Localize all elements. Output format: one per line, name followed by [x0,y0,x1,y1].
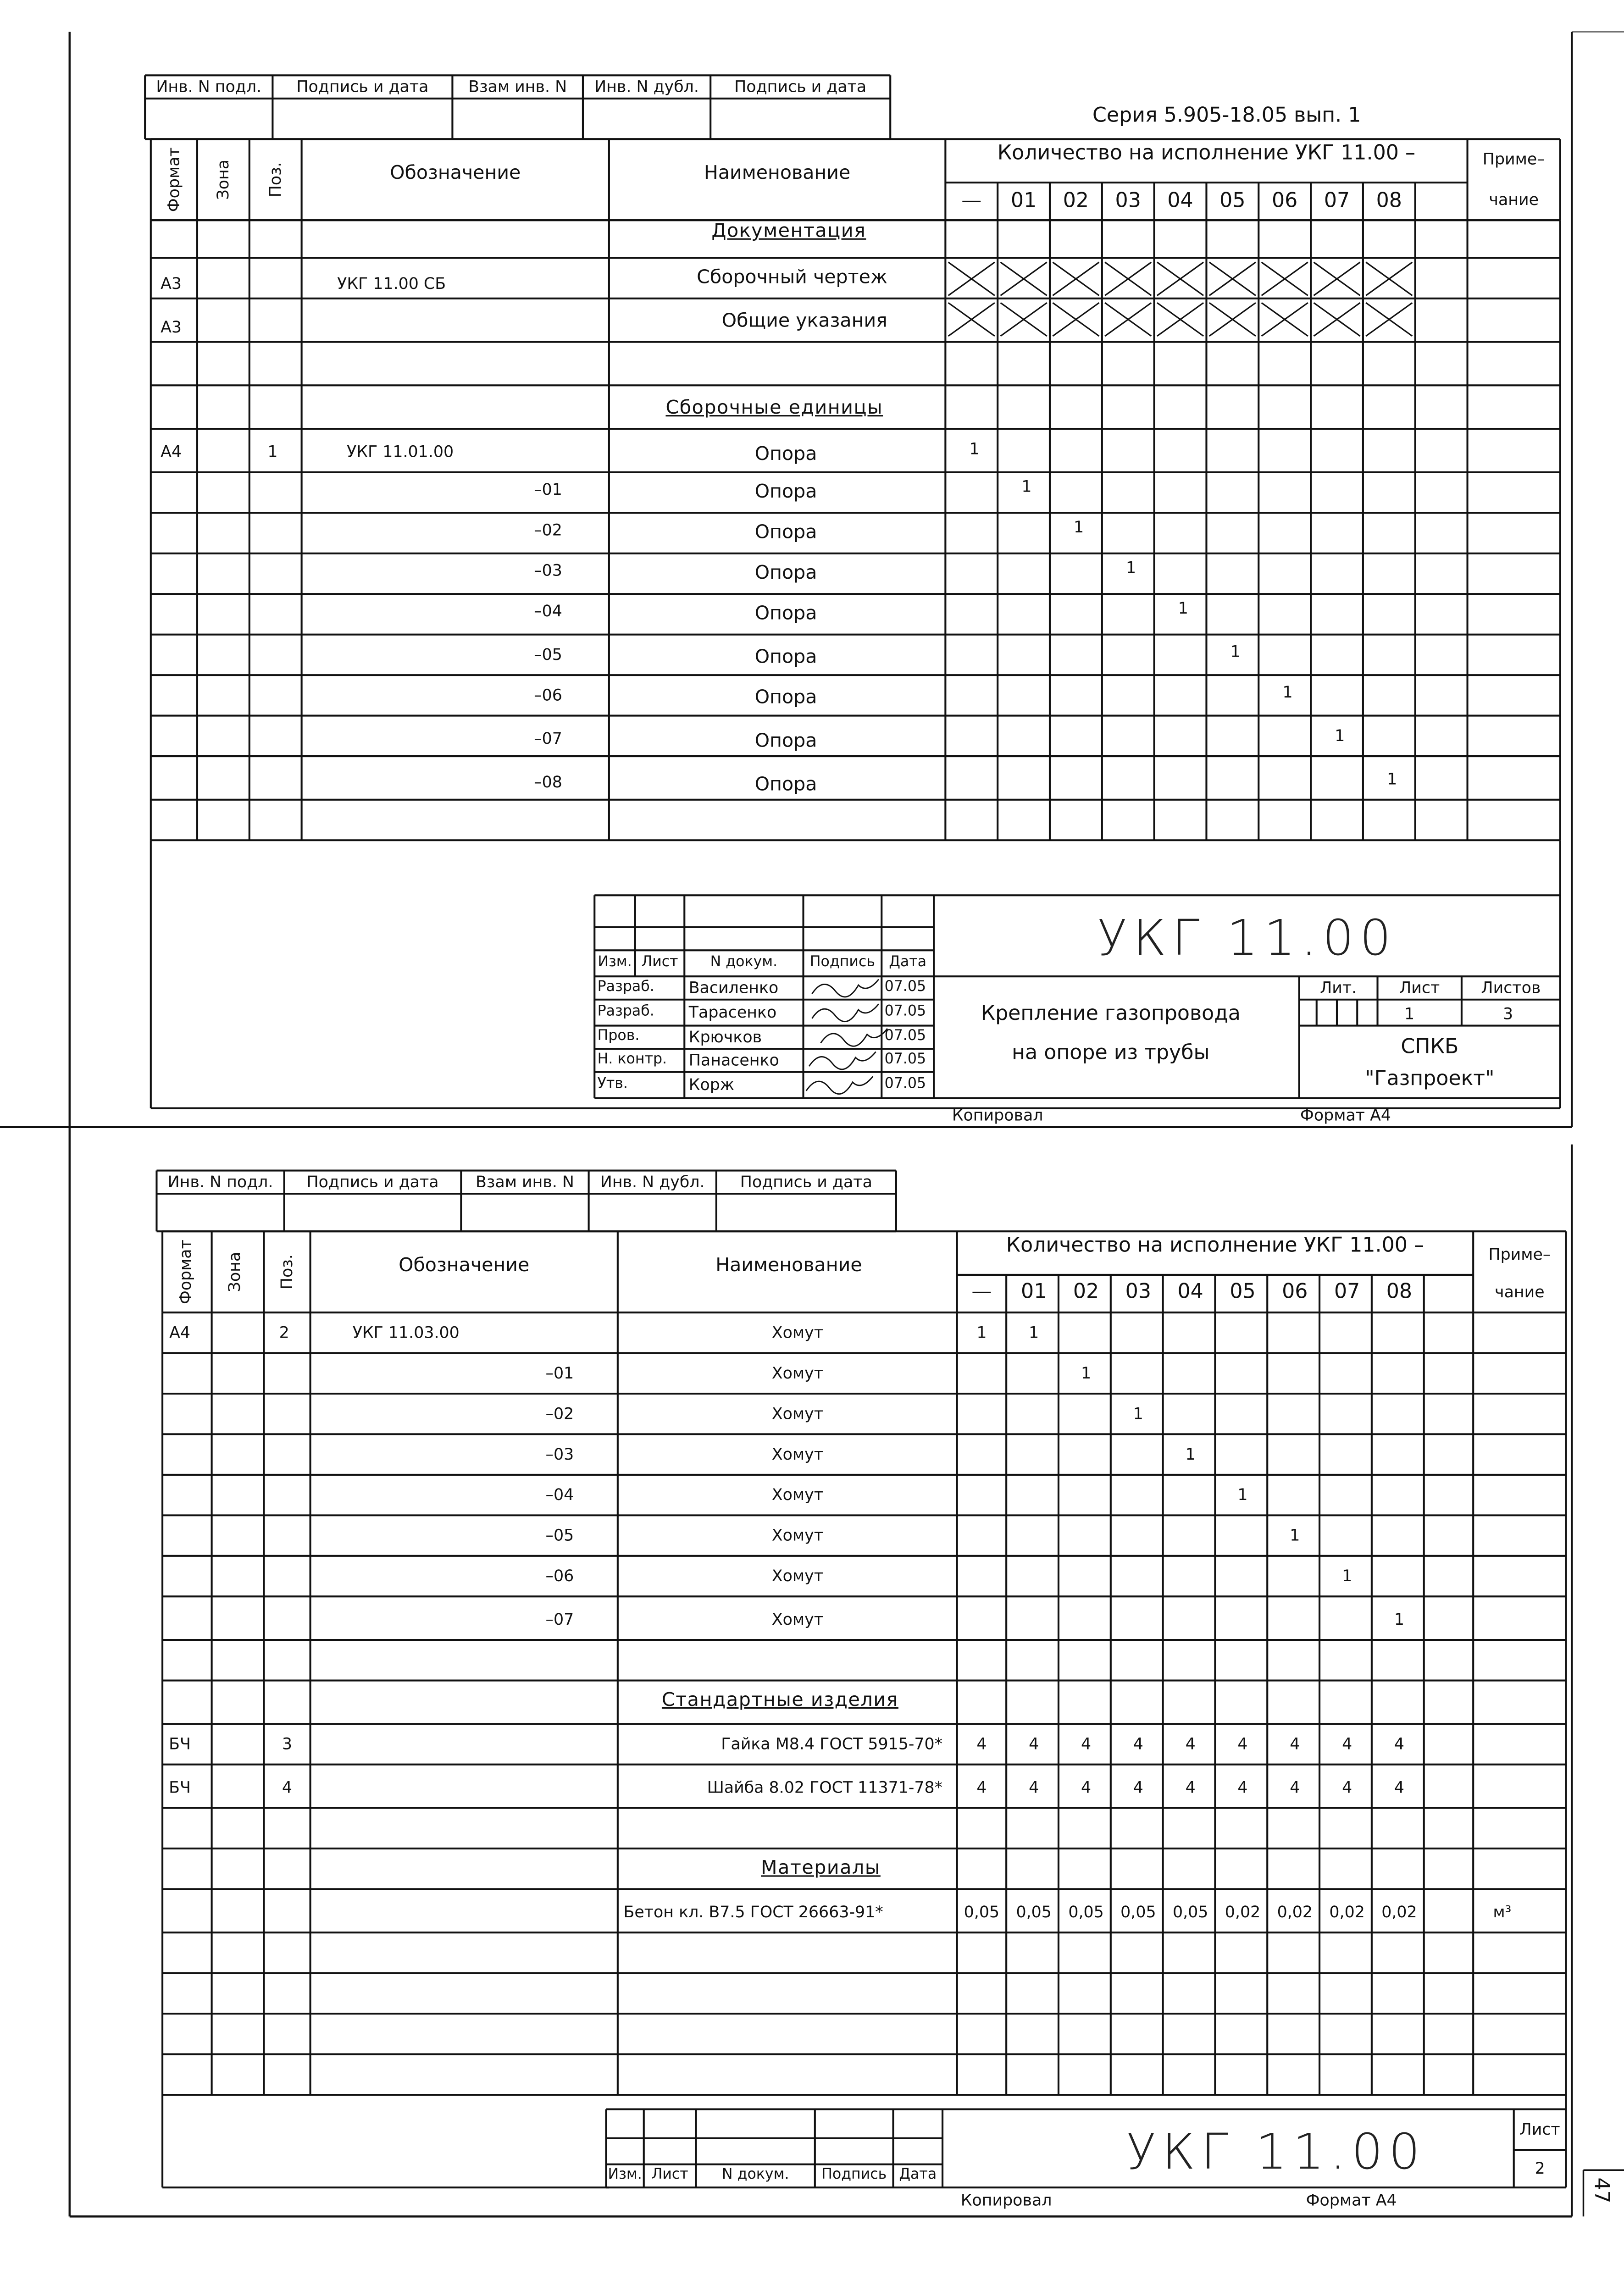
col-name: Наименование [704,163,851,185]
col-variant: 06 [1272,189,1298,213]
title-header: Лист [641,954,678,971]
row-suffix: –05 [545,1526,574,1545]
row-suffix: –03 [545,1445,574,1464]
row-qty: 1 [1133,1404,1143,1423]
row-qty: 4 [1394,1734,1405,1754]
row-format: БЧ [169,1778,191,1797]
page-number: 47 [1589,2177,1613,2203]
row-qty: 1 [1342,1566,1352,1586]
title-header: N докум. [710,954,778,971]
sheet-label: Лист [1519,2120,1560,2139]
signature-mark [809,1052,876,1069]
stamp-label: Взам инв. N [468,77,567,97]
col-format: Формат [164,147,183,212]
material-qty: 0,05 [1120,1903,1156,1922]
material-qty: 0,02 [1381,1903,1417,1922]
row-name: Опора [754,522,817,544]
row-name: Хомут [771,1445,823,1464]
material-qty: 0,02 [1225,1903,1261,1922]
col-zone: Зона [225,1251,244,1292]
material-unit: м³ [1493,1903,1512,1922]
row-qty: 1 [1394,1610,1405,1629]
row-qty: 1 [969,439,980,459]
sheet-number: 2 [1535,2159,1545,2178]
row-qty: 4 [1185,1778,1196,1797]
row-suffix: –08 [534,773,562,792]
col-variant: 04 [1167,189,1193,213]
signer-name: Крючков [688,1028,762,1047]
copied-label: Копировал [952,1106,1043,1125]
row-qty: 1 [1387,770,1397,789]
signer-name: Тарасенко [688,1003,777,1022]
row-name: Опора [754,444,817,466]
row-suffix: –05 [534,645,562,664]
row-qty: 4 [1029,1778,1039,1797]
row-qty: 4 [976,1734,987,1754]
row-name: Опора [754,687,817,709]
row-suffix: –01 [534,480,562,499]
signer-role: Разраб. [597,979,654,996]
format-label: Формат А4 [1306,2191,1397,2210]
col-pos: Поз. [266,162,285,198]
col-quantity: Количество на исполнение УКГ 11.00 – [997,142,1416,166]
signer-name: Корж [688,1075,735,1095]
org-line2: "Газпроект" [1365,1068,1495,1091]
row-qty: 1 [1237,1485,1248,1505]
row-suffix: –07 [545,1610,574,1629]
material-name: Бетон кл. В7.5 ГОСТ 26663-91* [623,1903,883,1922]
row-name: Гайка М8.4 ГОСТ 5915-70* [721,1734,943,1754]
stamp-label: Взам инв. N [476,1173,574,1192]
stamp-label: Подпись и дата [306,1173,439,1192]
row-qty: 1 [1185,1445,1196,1464]
col-variant: 02 [1063,189,1089,213]
col-variant: 01 [1010,189,1037,213]
row-name: Шайба 8.02 ГОСТ 11371-78* [707,1778,943,1797]
row-qty: 4 [1029,1734,1039,1754]
stamp-label: Подпись и дата [734,77,867,97]
series-label: Серия 5.905-18.05 вып. 1 [1092,104,1361,127]
section-assemblies: Сборочные единицы [665,398,883,420]
row-format: А4 [169,1323,191,1342]
stamp-label: Инв. N подл. [167,1173,273,1192]
title-header: N докум. [721,2167,789,2183]
material-qty: 0,05 [1172,1903,1208,1922]
row-suffix: –03 [534,561,562,581]
row-designation: УКГ 11.00 СБ [337,274,446,293]
row-designation: УКГ 11.03.00 [352,1323,460,1342]
row-qty: 1 [1230,642,1241,662]
row-name: Опора [754,647,817,669]
row-qty: 1 [1290,1526,1300,1545]
section-standard: Стандартные изделия [661,1690,898,1712]
row-name: Опора [754,774,817,796]
row-name: Хомут [771,1323,823,1342]
col-quantity: Количество на исполнение УКГ 11.00 – [1006,1234,1424,1258]
row-qty: 4 [976,1778,987,1797]
col-variant: 02 [1073,1280,1099,1304]
stamp-label: Подпись и дата [296,77,429,97]
material-qty: 0,05 [964,1903,1000,1922]
material-qty: 0,02 [1277,1903,1313,1922]
row-qty: 4 [1342,1778,1352,1797]
col-variant: 06 [1282,1280,1308,1304]
signer-date: 07.05 [884,1004,926,1020]
row-name: Хомут [771,1364,823,1383]
signer-role: Утв. [597,1076,628,1092]
material-qty: 0,05 [1016,1903,1052,1922]
signer-role: Н. контр. [597,1052,667,1068]
row-qty: 4 [1185,1734,1196,1754]
row-name: Опора [754,731,817,753]
row-name: Опора [754,563,817,585]
title-header: Изм. [608,2167,642,2183]
row-name: Сборочный чертеж [697,267,887,289]
stamp-label: Инв. N дубл. [600,1173,705,1192]
title-header: Дата [889,954,927,971]
row-qty: 1 [1081,1364,1092,1383]
row-suffix: –02 [534,520,562,540]
drawing-code: УКГ 11.00 [1126,2124,1426,2182]
col-pos: Поз. [277,1254,297,1290]
row-name: Хомут [771,1610,823,1629]
col-variant: 03 [1115,189,1141,213]
row-name: Хомут [771,1404,823,1423]
row-qty: 4 [1342,1734,1352,1754]
col-variant: 04 [1177,1280,1203,1304]
signer-name: Василенко [688,978,779,998]
col-variant: 08 [1386,1280,1413,1304]
row-qty: 4 [1081,1778,1092,1797]
row-qty: 1 [1021,477,1032,496]
sheets-total: 3 [1503,1004,1513,1024]
row-qty: 1 [1335,726,1345,746]
row-format: А4 [161,443,182,462]
row-pos: 2 [279,1323,289,1342]
signer-date: 07.05 [884,979,926,996]
row-suffix: –02 [545,1404,574,1423]
lit-label: Лит. [1320,978,1357,998]
row-qty: 4 [1133,1734,1143,1754]
row-pos: 1 [267,443,278,462]
col-note: чание [1489,190,1539,210]
row-qty: 1 [976,1323,987,1342]
col-variant: 07 [1334,1280,1360,1304]
sheet-number: 1 [1404,1004,1415,1024]
row-qty: 1 [1029,1323,1039,1342]
col-variant: 08 [1376,189,1402,213]
row-qty: 1 [1074,518,1084,537]
signature-mark [820,1029,887,1046]
section-materials: Материалы [761,1858,881,1880]
stamp-label: Инв. N подл. [156,77,262,97]
row-qty: 1 [1282,683,1293,702]
col-format: Формат [176,1240,195,1305]
row-name: Хомут [771,1485,823,1505]
row-format: А3 [161,274,182,293]
row-qty: 4 [1237,1734,1248,1754]
col-variant: 05 [1219,189,1246,213]
row-qty: 4 [1081,1734,1092,1754]
row-name: Опора [754,482,817,504]
drawing-code: УКГ 11.00 [1097,909,1397,968]
section-documentation: Документация [711,221,866,243]
signer-role: Разраб. [597,1004,654,1020]
row-format: БЧ [169,1734,191,1754]
col-note: чание [1495,1283,1545,1302]
row-suffix: –07 [534,729,562,748]
row-qty: 1 [1125,558,1136,577]
row-name: Опора [754,603,817,625]
row-suffix: –01 [545,1364,574,1383]
title-header: Лист [651,2167,688,2183]
stamp-label: Подпись и дата [740,1173,872,1192]
stamp-label: Инв. N дубл. [594,77,699,97]
row-qty: 4 [1290,1778,1300,1797]
col-note: Приме– [1482,149,1545,169]
col-variant: 07 [1324,189,1350,213]
row-name: Общие указания [721,310,887,333]
col-variant: — [961,189,982,213]
row-qty: 4 [1290,1734,1300,1754]
row-designation: УКГ 11.01.00 [347,443,454,462]
title-header: Подпись [809,954,876,971]
row-qty: 4 [1237,1778,1248,1797]
signer-date: 07.05 [884,1052,926,1068]
col-name: Наименование [715,1255,862,1277]
col-variant: 01 [1021,1280,1047,1304]
title-header: Изм. [598,954,632,971]
format-label: Формат А4 [1300,1106,1391,1125]
row-suffix: –06 [545,1566,574,1586]
row-name: Хомут [771,1526,823,1545]
signer-date: 07.05 [884,1076,926,1092]
row-qty: 4 [1394,1778,1405,1797]
material-qty: 0,02 [1329,1903,1365,1922]
row-name: Хомут [771,1566,823,1586]
signature-mark [812,1004,879,1021]
signature-mark [806,1076,873,1094]
title-line2: на опоре из трубы [1012,1041,1210,1065]
row-suffix: –04 [545,1485,574,1505]
col-variant: 03 [1125,1280,1152,1304]
copied-label: Копировал [960,2191,1052,2210]
col-designation: Обозначение [390,163,521,185]
row-qty: 4 [1133,1778,1143,1797]
org-line1: СПКБ [1401,1035,1459,1059]
title-header: Подпись [821,2167,887,2183]
col-variant: — [971,1280,992,1304]
col-zone: Зона [214,159,233,200]
signer-date: 07.05 [884,1028,926,1045]
row-pos: 4 [282,1778,293,1797]
col-designation: Обозначение [399,1255,530,1277]
row-pos: 3 [282,1734,293,1754]
row-suffix: –04 [534,602,562,621]
row-format: А3 [161,318,182,337]
col-note: Приме– [1488,1245,1551,1264]
material-qty: 0,05 [1068,1903,1104,1922]
col-variant: 05 [1230,1280,1256,1304]
sheet-label: Лист [1399,978,1440,998]
row-qty: 1 [1178,599,1188,618]
signature-mark [812,980,879,997]
row-suffix: –06 [534,686,562,705]
title-header: Дата [899,2167,937,2183]
sheets-label: Листов [1481,978,1541,998]
title-line1: Крепление газопровода [981,1002,1241,1026]
signer-name: Панасенко [688,1051,779,1070]
signer-role: Пров. [597,1028,640,1045]
